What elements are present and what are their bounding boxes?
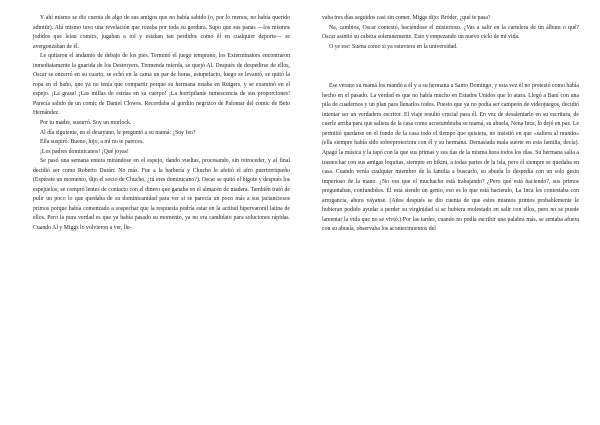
paragraph: Ese verano su mamá los mandó a él y a su hermana a Santo Domingo, y esta vez él no protestó como había hecho en el pasado. La verdad es que no había mucho en Estados Unidos que lo atara. Llegó a Baní con una pila de cuadernos y un plan para llenarlos todos. Puesto que ya no podía ser campeón de videojuegos, decidió intentar ser un verdadero escritor. El viaje resultó crucial para él. En vez de desalentarlo en su escritura, de cuerle arriba para que saliera de la casa como acostumbraba su mamá, su abuela, Nena Inca, lo dejó en paz. Le permitió quedarse en el fondo de la casa todo el tiempo que quisiera, no insistió en que «saliera al mundo» (ella siempre había sido sobreprotectora con él y su hermana. Demasiada mala suerte en esta familia, decía). Apagó la música y la tapó con la que sus primas y sus tías de la misma hora todos los días. Su hermana salía a trasnochar con sus amigas loquitas, siempre en bikini, a todas partes de la isla, pero él siempre se quedaba en casa. Cuando venía cualquier miembro de la familia a buscarlo, su abuela lo despedía con un solo gesto imperioso de la mano. ¿No ves que el muchacho está trabajando? ¿Pero qué está haciendo?, sus primos preguntaban, confundidos. Él está siendo un genio, eso es lo que está haciendo, La Inca les contestaba con arrogancia, ahora váyanse. (Años después se dio cuenta de que estos mismos primos probablemente le hubieran podido ayudar a perder su virginidad si se hubiera molestado en salir con ellos, pero no se puede lamentar la vida que no se vivió.) Por las tardes, cuando no podía escribir una palabra más, se sentaba afuera con su abuela, observaba los acontecimientos del bbox=[322, 83, 579, 233]
paragraph: vaba tres días seguidos casi sin comer. Miggs dijo: Bróder, ¿qué te pasa? bbox=[322, 15, 491, 21]
paragraph: Y ahí mismo se dio cuenta de algo de sus amigos que no había sabido (o, por lo menos, no había querido admitir). Ahí mismo tuvo una revelación que rozaba por toda su gordura. Supo que sus panas —los mismos jodidos que leían comics, jugaban a rol y estaban tan perdidos como él en cualquier deporte— se avergonzaban de él. bbox=[33, 15, 290, 50]
paragraph: Na, cambios, Oscar contestó, haciéndose el misterioso. ¿Vas a salir en la cartelera de un álbum o qué? Oscar asintió su cabeza solemnemente. Esto y empezando un nuevo ciclo de mi vida. bbox=[322, 24, 579, 41]
paragraph: Por tu madre, susurró. Soy un morlock. bbox=[40, 120, 132, 127]
section-break bbox=[322, 52, 579, 82]
paragraph: Ella suspiró. Bueno, hijo, a mí no te pareces. bbox=[40, 139, 144, 146]
paragraph: O ye ese: Suena como si ya estuviera en la universidad. bbox=[329, 43, 458, 50]
paragraph: Se pasó una semana entera mirándose en el espejo, dando vueltas, procesando, sin retroceder, y al final decidió ser como Roberto Durán: No más. Fue a la barbería y Chucho le afeitó el afro puertorriqueño (Espérate un momento, dijo el socio de Chucho, ¿tú eres dominicano?). Oscar se quitó el bigote y después los espejuelos; se compró lentes de contacto con el dinero que ganaba en el almacén de madera. También trató de pulir un poco lo que quedaba de su dominicanidad para ver si se parecía un poco más a sus jactanciosos primos porque había comenzado a sospechar que la respuesta podría estar en la actitud hipervaronil latina de ellos. Pero la pura verdad es que ya había pasado su momento, ya no era candidato para soluciones rápidas. Cuando Al y Miggs lo volvieron a ver, lle- bbox=[33, 158, 290, 232]
paragraph: Al día siguiente, en el desayuno, le preguntó a su mamá: ¿Soy feo? bbox=[40, 129, 196, 136]
paragraph: Le quitaron el andamio de debajo de los pies. Terminó el juego temprano, los Exterminators encontraron inmediatamente la guarida de los Destroyers. Tremenda mierda, se quejó Al. Después de despedirse de ellos, Oscar se encerró en su cuarto, se echó en la cama un par de horas, estupefacto, luego se levantó, se quitó la ropa en el baño, que ya no tenía que compartir porque su hermana estaba en Rutgers, y se examinó en el espejo. ¡La grasa! ¡Las millas de estrías en su cuerpo! ¡La horripilante tumescencia de sus proporciones! Parecía salido de un comic de Daniel Clowes. Recordaba al gordito negrizco de Palomar del comic de Beto Hernández. bbox=[33, 53, 290, 117]
right-page bbox=[322, 14, 579, 235]
paragraph: ¡Los padres dominicanos! ¡Qué joyas! bbox=[40, 148, 129, 155]
left-page bbox=[33, 14, 290, 234]
